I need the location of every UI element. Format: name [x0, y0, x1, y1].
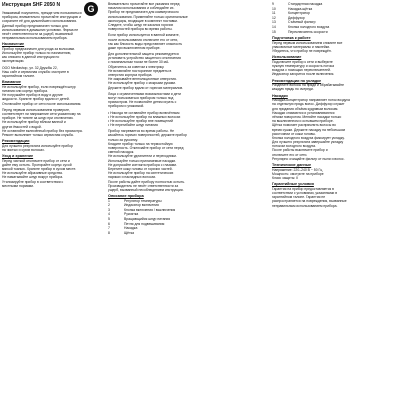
- part-number: 13: [272, 20, 276, 25]
- text-block: [272, 79, 398, 92]
- text-line: соответствии с условиями, указанными в: [272, 190, 338, 195]
- text-block: [272, 94, 398, 161]
- text-line: Не используйте абразивные средства.: [2, 171, 63, 176]
- text-line: Насадка-концентратор направляет поток воздуха: [272, 98, 350, 103]
- text-line: установить устройство защитного отключения: [108, 56, 181, 61]
- column-3: [272, 2, 398, 210]
- part-number: 3: [108, 207, 110, 212]
- text-line: гарантийном талоне. Гарантия не: [272, 195, 326, 200]
- text-line: Перед первым использованием снимите все: [272, 40, 343, 45]
- text-block: [108, 92, 266, 109]
- text-line: мягкой тканью. Храните прибор в сухом месте.: [2, 167, 77, 171]
- text-block: [272, 55, 398, 76]
- bullet-item: • Не перегибайте шнур питания: [108, 123, 266, 127]
- text-line: так как близость воды представляет опасность: [108, 41, 183, 46]
- text-line: Не используйте прибор с мокрыми руками.: [108, 81, 176, 86]
- text-line: Мощность: смотрите на приборе: [272, 171, 324, 176]
- part-number: 11: [272, 11, 276, 16]
- text-line: Не погружайте прибор в воду и другие: [2, 93, 63, 98]
- text-line: для придания объёма кудрявым волосам.: [272, 106, 339, 111]
- text-block: [108, 2, 266, 31]
- part-name: Индикатор включения: [124, 203, 159, 208]
- text-line: Обратитесь за советом к электрику.: [108, 64, 165, 69]
- text-line: Не допускайте контакта прибора с глазами.: [108, 162, 177, 167]
- section-heading: Насадки: [272, 93, 288, 98]
- part-name: Кнопка холодного воздуха: [288, 24, 330, 29]
- part-name: Съёмный фильтр: [288, 20, 316, 25]
- column-1: [2, 2, 102, 190]
- part-number: 10: [272, 6, 276, 11]
- text-line: отверстия корпуса прибора.: [108, 73, 153, 77]
- section-heading: Уход и хранение: [2, 154, 34, 159]
- text-line: Разделите волосы на пряди и обрабатывайте: [272, 83, 345, 88]
- part-number: 14: [272, 24, 276, 29]
- text-line: дайте ему остыть. Протирайте корпус сухой: [2, 162, 72, 167]
- section-heading: Рекомендации по укладке: [272, 78, 322, 83]
- parts-list-item: [272, 30, 398, 35]
- text-line: расстоянии от кожи головы.: [272, 131, 316, 136]
- text-line: эксплуатации.: [2, 59, 25, 64]
- text-line: Для дополнительной защиты рекомендуется: [108, 52, 179, 57]
- text-line: Насадки снимаются и устанавливаются: [272, 110, 335, 115]
- text-line: Не вставляйте посторонние предметы в: [108, 68, 172, 73]
- text-line: Производитель не несёт ответственности за: [108, 183, 179, 188]
- text-line: Подключите прибор к сети и выберите: [272, 59, 333, 64]
- text-block: [2, 11, 102, 40]
- part-name: Насадка-щётка: [288, 6, 313, 11]
- section-heading: Описание прибора: [108, 194, 144, 199]
- part-number: 4: [108, 212, 110, 217]
- text-line: на выключенном и остывшем приборе.: [272, 119, 334, 124]
- text-line: Не закрывайте вентиляционные отверстия.: [108, 77, 177, 82]
- text-line: Ремонт выполняет только сервисная служба.: [2, 132, 74, 137]
- part-number: 1: [108, 198, 110, 203]
- text-line: Перед чисткой отключите прибор от сети и: [2, 158, 70, 163]
- part-name: Петля для подвешивания: [124, 221, 165, 226]
- part-number: 9: [272, 2, 274, 6]
- text-line: После работы выключите прибор и: [272, 148, 328, 153]
- text-block: [108, 111, 266, 128]
- text-line: Кнопка холодного воздуха фиксирует укладку.: [272, 135, 345, 140]
- text-line: Используйте прибор только по назначению,: [2, 51, 72, 56]
- text-block: [108, 33, 266, 50]
- text-line: ущерб, вызванный несоблюдением инструкции.: [108, 187, 184, 192]
- text-line: отключите его от сети.: [272, 152, 308, 157]
- text-line: Следите, чтобы шнур не касался горячих: [108, 22, 174, 27]
- text-block: [272, 2, 398, 34]
- text-line: присмотром. Не позволяйте детям играть с: [108, 100, 177, 105]
- text-line: Прибор нагревается во время работы. Не: [108, 129, 175, 134]
- text-block: [108, 129, 266, 192]
- part-name: Регулятор температуры: [124, 198, 162, 203]
- text-line: Данный прибор предназначен только для: [2, 23, 68, 28]
- text-block: [2, 154, 102, 188]
- text-line: с номинальным током не более 30 мА.: [108, 60, 170, 65]
- text-line: Кладите прибор только на термостойкую: [108, 141, 173, 146]
- text-line: Утилизируйте прибор в соответствии с: [2, 179, 64, 184]
- section-heading: Подготовка к работе: [272, 36, 311, 41]
- text-line: неправильным использованием прибора.: [2, 36, 68, 41]
- document-title: Инструкция SHF 2050 N: [2, 2, 61, 8]
- text-line: Не используйте прибор, если повреждён шнур: [2, 84, 76, 89]
- part-name: Вращающийся шнур питания: [124, 217, 171, 222]
- part-number: 2: [108, 203, 110, 208]
- text-block: [2, 108, 102, 137]
- text-line: Берегите кожу головы от горячих частей.: [108, 166, 173, 171]
- text-line: аксессуары, входящие в комплект поставки.: [108, 18, 178, 23]
- part-name: Щётка: [124, 230, 135, 235]
- brand-logo: G: [84, 2, 98, 16]
- text-line: Внимательно прочитайте все указания перед: [108, 2, 180, 6]
- text-line: Лица с ограниченными возможностями и дети: [108, 91, 181, 96]
- part-number: 5: [108, 217, 110, 222]
- text-line: на чистых и сухих волосах.: [2, 147, 45, 152]
- text-line: Не оставляйте включённый прибор без присмотра.: [2, 128, 83, 133]
- text-line: сохраните её для дальнейшего использования.: [2, 19, 78, 24]
- section-heading: Рекомендации: [2, 139, 30, 144]
- text-line: Наш сайт и сервисная служба: смотрите в: [2, 69, 69, 74]
- text-line: Отключайте прибор от сети после использования.: [2, 101, 82, 106]
- text-line: даже при выключенном приборе.: [108, 45, 161, 50]
- text-line: потоком холодного воздуха.: [272, 144, 316, 149]
- section-heading: Использование: [272, 55, 302, 60]
- text-line: местными нормами.: [2, 183, 34, 188]
- text-line: только за рукоятку.: [108, 137, 138, 142]
- part-name: Стандартная насадка: [288, 2, 323, 6]
- text-line: Щётка помогает распрямлять волосы во: [272, 123, 336, 128]
- text-line: неправильным использованием прибора.: [272, 203, 338, 208]
- text-line: Используйте только прилагаемые насадки.: [108, 158, 177, 163]
- part-name: Рукоятка: [124, 212, 139, 217]
- text-block: [108, 52, 266, 90]
- text-block: [2, 80, 102, 106]
- text-line: гарантийном талоне.: [2, 74, 36, 79]
- text-block: [2, 139, 102, 152]
- text-line: жидкости. Храните прибор вдали от детей.: [2, 97, 70, 102]
- text-line: поверхность. Отключайте прибор от сети перед: [108, 146, 184, 150]
- bullet-item: • Не используйте прибор на влажных волосах: [108, 115, 266, 119]
- part-number: 8: [108, 230, 110, 235]
- text-line: Не используйте удлинители и переходники.: [108, 154, 177, 159]
- text-line: после использования отключите его от сети,: [108, 37, 179, 42]
- text-line: Прибор не предназначен для коммерческого: [108, 10, 179, 15]
- text-line: париках и накладных волосах.: [108, 175, 157, 180]
- part-name: Концентратор: [288, 11, 310, 16]
- text-line: других ёмкостей с водой.: [2, 124, 42, 129]
- section-heading: Технические данные: [272, 163, 312, 168]
- text-line: воздуха с помощью переключателей.: [272, 68, 331, 73]
- parts-list-item: [108, 231, 266, 236]
- text-line: Гарантия на прибор предоставляется в: [272, 186, 334, 191]
- part-name: Диффузор: [288, 15, 305, 20]
- text-line: приборе. Не тяните за шнур при отключении.: [2, 116, 74, 121]
- text-line: сменой насадок.: [108, 150, 135, 155]
- text-line: время сушки. Держите насадку на небольшом: [272, 127, 345, 132]
- text-line: прибором и упаковкой.: [108, 104, 145, 109]
- column-2: [108, 2, 266, 237]
- text-line: могут пользоваться прибором только под: [108, 95, 174, 100]
- text-line: использования. Применяйте только оригинальные: [108, 14, 188, 19]
- part-number: 7: [108, 226, 110, 231]
- text-line: прибором, внимательно прочитайте инструкцию и: [2, 15, 81, 20]
- part-number: 15: [272, 29, 276, 34]
- text-line: питания или корпус прибора.: [2, 89, 48, 93]
- text-block: [2, 66, 102, 79]
- text-line: нужную температуру и скорость потока: [272, 64, 334, 69]
- text-line: Перед первым использованием проверьте,: [2, 107, 71, 112]
- text-line: Индикатор загорится после включения.: [272, 72, 335, 77]
- text-line: касайтесь горячих поверхностей, держите прибор: [108, 133, 187, 138]
- text-line: Убедитесь, что прибор не повреждён.: [272, 49, 332, 54]
- text-line: Напряжение: 220–240 В ~ 50 Гц: [272, 167, 323, 172]
- text-line: Не используйте прибор на синтетических: [108, 171, 174, 176]
- section-heading: Гарантийные условия: [272, 182, 314, 187]
- text-block: [108, 194, 266, 235]
- text-line: несёт ответственности за ущерб, вызванный: [2, 31, 73, 36]
- text-line: поверхностей прибора во время работы.: [108, 27, 173, 32]
- text-line: Держите прибор вдали от горючих материалов.: [108, 85, 184, 90]
- text-block: [2, 42, 102, 63]
- text-line: на отдельную прядь волос. Диффузор служит: [272, 102, 345, 107]
- part-name: Переключатель скорости: [288, 29, 328, 34]
- text-block: [272, 182, 398, 208]
- text-line: лёгким поворотом. Меняйте насадки только: [272, 114, 342, 119]
- text-line: как описано в данной инструкции по: [2, 55, 60, 60]
- text-line: каждую прядь по очереди.: [272, 87, 314, 92]
- part-name: Кнопка включения / выключения: [124, 207, 176, 212]
- text-line: использования в домашних условиях. Фирма не: [2, 27, 79, 32]
- text-line: Уважаемый покупатель, прежде чем пользоваться: [2, 11, 82, 15]
- bullet-item: • Никогда не оставляйте прибор включённым: [108, 111, 266, 115]
- text-line: Если прибор используется в ванной комнате,: [108, 33, 180, 38]
- text-line: После работы дайте прибору полностью остыть.: [108, 179, 186, 184]
- section-heading: Внимание: [2, 80, 21, 85]
- text-block: [272, 163, 398, 180]
- text-line: распространяется на повреждения, вызванные: [272, 199, 347, 204]
- part-name: Насадка: [124, 226, 138, 231]
- text-line: Не наматывайте шнур вокруг прибора.: [2, 175, 64, 180]
- part-number: 6: [108, 221, 110, 226]
- text-line: Класс защиты: II: [272, 176, 299, 180]
- text-line: Прибор предназначен для ухода за волосами.: [2, 46, 76, 51]
- bullet-item: • Не используйте прибор вне помещений: [108, 119, 266, 123]
- text-line: ООО Mediashop, ул. 32 Дружбы 22,: [2, 65, 58, 70]
- text-line: Для лучшего результата используйте прибор: [2, 143, 73, 148]
- text-line: Для лучшего результата завершайте укладку: [272, 140, 344, 145]
- text-line: Не используйте прибор вблизи ванной и: [2, 120, 66, 125]
- text-line: упаковочные материалы и наклейки.: [272, 44, 331, 49]
- part-number: 12: [272, 15, 276, 20]
- text-line: соответствует ли напряжение сети указанному на: [2, 111, 81, 116]
- text-line: началом использования и соблюдайте их.: [108, 6, 175, 11]
- text-line: Регулярно очищайте фильтр от пыли и волос.: [272, 156, 345, 161]
- text-block: [272, 36, 398, 53]
- section-heading: Назначение: [2, 42, 25, 47]
